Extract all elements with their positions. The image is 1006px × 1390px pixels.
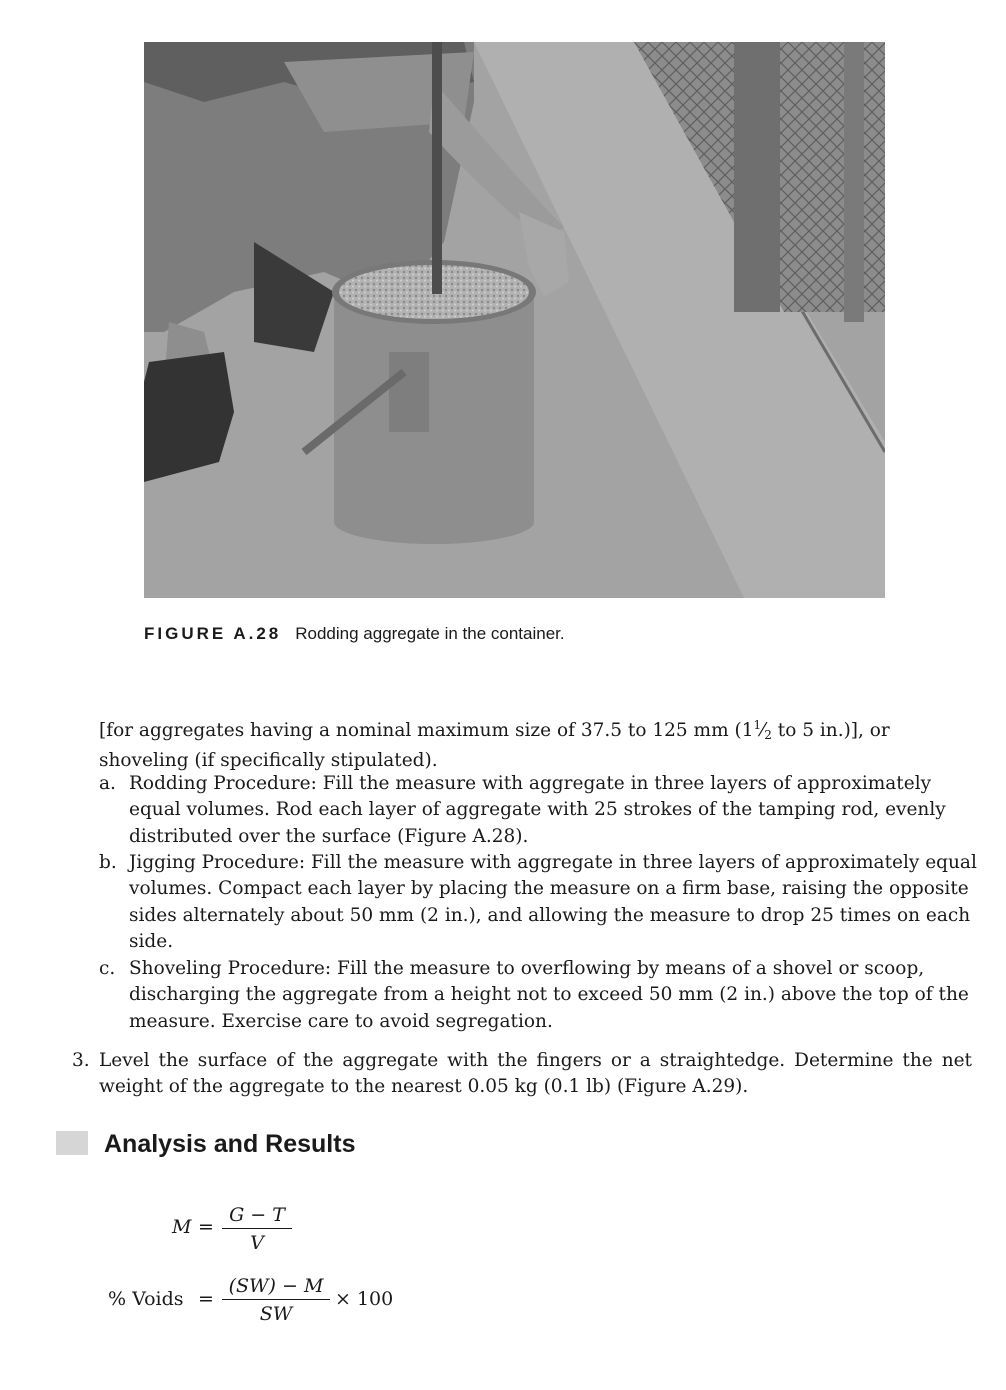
section-title: Analysis and Results — [104, 1130, 356, 1158]
eq2-equals: = — [198, 1288, 214, 1310]
step-3 — [72, 1048, 972, 1101]
step-number: 3. — [72, 1050, 90, 1071]
tamping-rod — [432, 42, 442, 294]
intro-text-after: to 5 in.)], or shoveling (if specifically stipulated). — [99, 720, 890, 772]
procedure-text: Shoveling Procedure: Fill the measure to overflowing by means of a shovel or scoop, discharging the aggregate from a height not to exceed 50 mm (2 in.) above the top of the measure. Exercise care to avoid segregation. — [129, 958, 969, 1032]
figure-caption — [144, 624, 565, 644]
eq2-suffix: × 100 — [335, 1288, 394, 1310]
intro-paragraph — [99, 712, 969, 775]
figure-photo-rodding-aggregate — [144, 42, 885, 598]
figure-label: FIGURE A.28 — [144, 624, 282, 643]
photo-illustration — [144, 42, 885, 598]
eq2-lhs: % Voids — [108, 1288, 184, 1310]
procedure-text: Rodding Procedure: Fill the measure with aggregate in three layers of approximately equal volumes. Rod each layer of aggregate with 25 strokes of the tamping rod, evenly distributed over the surface (Figure A.28). — [129, 773, 946, 847]
eq1-fraction — [222, 1202, 292, 1257]
procedure-item-shoveling — [99, 956, 979, 1035]
eq2-numerator: (SW) − M — [222, 1273, 330, 1300]
container-handle-bracket — [389, 352, 429, 432]
eq1-denominator: V — [250, 1232, 264, 1254]
procedure-item-rodding — [99, 771, 979, 850]
eq2-denominator: SW — [259, 1303, 293, 1325]
fraction-slash: ⁄ — [761, 720, 765, 741]
eq2-fraction — [222, 1273, 330, 1328]
eq1-equals: = — [198, 1216, 214, 1238]
intro-text-before: [for aggregates having a nominal maximum size of 37.5 to 125 mm (1 — [99, 720, 754, 741]
eq1-lhs: M — [172, 1216, 192, 1238]
figure-caption-text: Rodding aggregate in the container. — [295, 624, 565, 643]
list-marker: c. — [99, 958, 116, 979]
eq1-numerator: G − T — [222, 1202, 292, 1229]
fence-post — [734, 42, 780, 312]
list-marker: a. — [99, 773, 116, 794]
list-marker: b. — [99, 852, 117, 873]
procedure-item-jigging — [99, 850, 979, 955]
fraction-denominator: 2 — [764, 728, 772, 742]
step-text: Level the surface of the aggregate with the fingers or a straightedge. Determine the net weight of the aggregate to the nearest 0.05 kg (0.1 lb) (Figure A.29). — [99, 1050, 972, 1098]
procedure-text: Jigging Procedure: Fill the measure with aggregate in three layers of approximately equal volumes. Compact each layer by placing the measure on a firm base, raising the opposite sides alternately about 50 mm (2 in.), and allowing the measure to drop 25 times on each side. — [129, 852, 977, 952]
section-marker-box — [56, 1131, 88, 1155]
fraction-numerator: 1 — [753, 718, 762, 732]
